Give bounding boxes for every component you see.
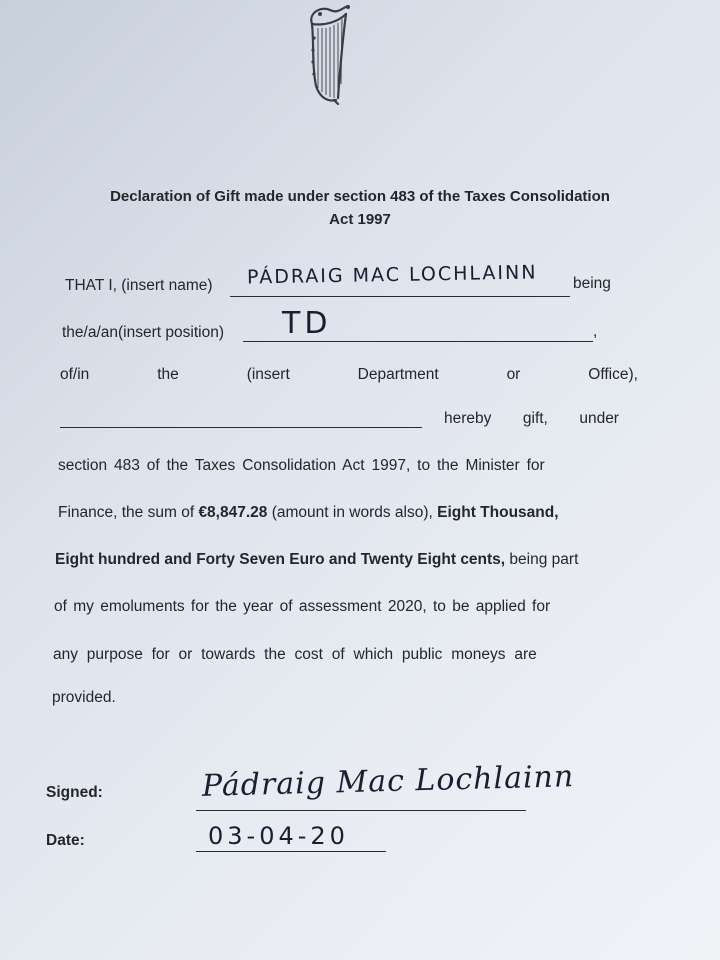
amount-words-end: Eight hundred and Forty Seven Euro and Twenty Eight cents, xyxy=(55,551,506,568)
title-line-1: Declaration of Gift made under section 483 of the Taxes Consolidation xyxy=(110,188,610,205)
amount-words-start: Eight Thousand, xyxy=(437,504,559,521)
body-line-5: section 483 of the Taxes Consolidation Act 1997, to the Minister for xyxy=(58,457,545,474)
body-line-6 xyxy=(58,504,559,522)
body-line-10: provided. xyxy=(52,689,116,706)
body-line-7 xyxy=(55,551,578,569)
department-prompt xyxy=(60,366,638,384)
text-run: being part xyxy=(505,551,579,568)
position-comma: , xyxy=(593,323,598,340)
word: (insert xyxy=(246,366,290,383)
body-line-9: any purpose for or towards the cost of which public moneys are xyxy=(53,646,537,663)
name-suffix: being xyxy=(573,275,611,292)
department-underline xyxy=(60,427,422,428)
handwritten-signature: Pádraig Mac Lochlainn xyxy=(201,759,575,804)
text-run: (amount in words also), xyxy=(267,504,438,521)
body-line-8: of my emoluments for the year of assessment 2020, to be applied for xyxy=(54,598,551,615)
word: Department xyxy=(357,366,439,383)
signed-label: Signed: xyxy=(46,784,103,801)
position-underline xyxy=(243,341,593,342)
harp-emblem xyxy=(298,4,358,106)
word: gift, xyxy=(522,410,548,427)
date-label: Date: xyxy=(46,832,85,849)
gift-amount: €8,847.28 xyxy=(198,504,268,521)
text-run: Finance, the sum of xyxy=(58,504,199,521)
word: Office), xyxy=(588,366,638,383)
title-line-2: Act 1997 xyxy=(329,211,391,228)
position-prompt: the/a/an(insert position) xyxy=(62,324,224,341)
handwritten-position: TD xyxy=(282,306,332,341)
word: or xyxy=(506,366,521,383)
date-underline xyxy=(196,851,386,852)
word: under xyxy=(579,410,619,427)
signature-underline xyxy=(196,810,526,811)
word: hereby xyxy=(444,410,492,427)
handwritten-name: PÁDRAIG MAC LOCHLAINN xyxy=(246,261,538,289)
handwritten-date: 03-04-20 xyxy=(208,822,349,850)
name-underline xyxy=(230,296,570,297)
word: of/in xyxy=(60,366,90,383)
gift-phrase xyxy=(444,410,619,428)
word: the xyxy=(157,366,179,383)
name-prompt: THAT I, (insert name) xyxy=(65,277,213,294)
